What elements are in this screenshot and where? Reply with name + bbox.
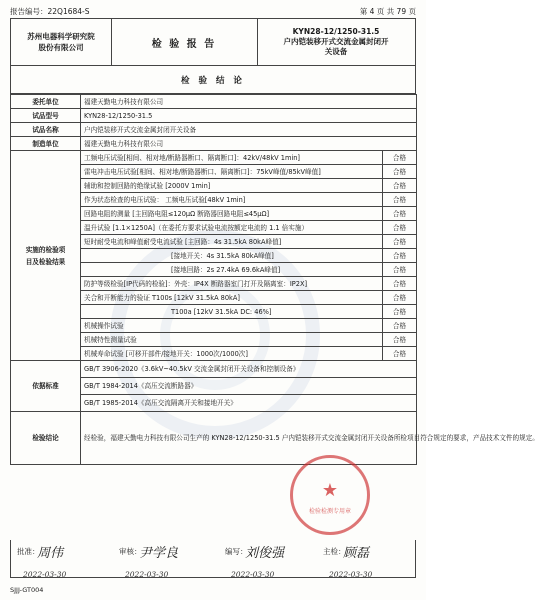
info-value: 户内铠装移开式交流金属封闭开关设备	[81, 123, 417, 137]
inspection-stamp	[290, 455, 370, 535]
test-item: 温升试验 [1.1×1250A]（在委托方要求试验电流按额定电流的 1.1 倍实施）	[81, 221, 383, 235]
section-title: 检 验 结 论	[10, 66, 416, 94]
author-date: 2022-03-30	[231, 570, 275, 579]
test-item: 辅助和控制回路的绝缘试验 [2000V 1min]	[81, 179, 383, 193]
tester-sign: 顾磊	[343, 546, 370, 561]
test-result: 合格	[383, 165, 417, 179]
approver-sign: 周伟	[37, 546, 64, 561]
conclusion-text: 经检验，福建天勤电力科技有限公司生产的 KYN28-12/1250-31.5 户内铠装移开式交流金属封闭开关设备所检项目符合规定的要求，产品技术文件的规定。	[81, 412, 417, 465]
tester-signature: 主检： 顾磊 2022-03-30	[323, 546, 346, 557]
reviewer-date: 2022-03-30	[125, 570, 169, 579]
test-result: 合格	[383, 221, 417, 235]
stamp-text: 检验检测专用章	[308, 508, 351, 515]
table-row	[11, 412, 417, 465]
test-item: 工频电压试验[相间、相对地/断路器断口、隔离断口]：42kV/48kV 1min]	[81, 151, 383, 165]
conclusion-table	[10, 94, 539, 465]
star-icon: ★	[321, 480, 339, 501]
tests-label: 实施的检验项 目及检验结果	[11, 151, 81, 361]
test-result: 合格	[383, 151, 417, 165]
standard-item: GB/T 1984-2014《高压交流断路器》	[81, 378, 417, 395]
test-result: 合格	[383, 179, 417, 193]
table-row	[11, 109, 417, 123]
table-row	[11, 123, 417, 137]
page-info: 第 4 页 共 79 页	[359, 7, 416, 16]
info-label: 试品名称	[11, 123, 81, 137]
document-title: 检 验 报 告	[111, 19, 258, 65]
standard-item: GB/T 3906-2020《3.6kV~40.5kV 交流金属封闭开关设备和控制设备》	[81, 361, 417, 378]
table-row	[11, 151, 417, 165]
report-number: 报告编号：22Q1684-S	[10, 7, 90, 16]
conclusion-label: 检验结论	[11, 412, 81, 465]
test-result: 合格	[383, 207, 417, 221]
test-result: 合格	[383, 319, 417, 333]
test-item: 作为状态检查的电压试验： 工频电压试验[48kV 1min]	[81, 193, 383, 207]
reviewer-sign: 尹学良	[139, 546, 179, 561]
info-label: 委托单位	[11, 95, 81, 109]
test-item: 短时耐受电流和峰值耐受电流试验 [主回路：4s 31.5kA 80kA峰值]	[81, 235, 383, 249]
test-item: 机械特性测量试验	[81, 333, 383, 347]
author-signature: 编写： 刘俊强 2022-03-30	[225, 546, 248, 557]
signature-row	[10, 540, 416, 578]
author-sign: 刘俊强	[245, 546, 285, 561]
standard-item: GB/T 1985-2014《高压交流隔离开关和接地开关》	[81, 395, 417, 412]
form-code: SJJJ-GT004	[10, 586, 44, 594]
test-item: 回路电阻的测量 [主回路电阻≤120μΩ 断路器回路电阻≤45μΩ]	[81, 207, 383, 221]
test-result: 合格	[383, 263, 417, 277]
test-result: 合格	[383, 333, 417, 347]
info-value: 福建天勤电力科技有限公司	[81, 95, 417, 109]
test-result: 合格	[383, 305, 417, 319]
test-item: 雷电冲击电压试验[相间、相对地/断路器断口、隔离断口]：75kV峰值/85kV峰值]	[81, 165, 383, 179]
test-result: 合格	[383, 277, 417, 291]
table-row	[11, 95, 417, 109]
info-value: 福建天勤电力科技有限公司	[81, 137, 417, 151]
report-header	[10, 18, 416, 66]
approver-signature: 批准： 周伟 2022-03-30	[17, 546, 40, 557]
test-item: [接地回路：2s 27.4kA 69.6kA峰值]	[81, 263, 383, 277]
test-result: 合格	[383, 249, 417, 263]
test-item: 机械寿命试验 [可移开部件/接地开关：1000次/1000次]	[81, 347, 383, 361]
basis-label: 依据标准	[11, 361, 81, 412]
table-row	[11, 137, 417, 151]
info-label: 试品型号	[11, 109, 81, 123]
test-item: 机械操作试验	[81, 319, 383, 333]
info-label: 制造单位	[11, 137, 81, 151]
info-value: KYN28-12/1250-31.5	[81, 109, 417, 123]
test-result: 合格	[383, 291, 417, 305]
test-item: 防护等级检验[IP代码的检验]：外壳：IP4X 断路器室门打开及隔离室：IP2X]	[81, 277, 383, 291]
organization-name: 苏州电器科学研究院 股份有限公司	[11, 19, 112, 65]
test-result: 合格	[383, 347, 417, 361]
table-row	[11, 361, 417, 378]
test-item: 关合和开断能力的验证 T100s [12kV 31.5kA 80kA]	[81, 291, 383, 305]
tester-date: 2022-03-30	[329, 570, 373, 579]
test-result: 合格	[383, 235, 417, 249]
approver-date: 2022-03-30	[23, 570, 67, 579]
test-item: [接地开关：4s 31.5kA 80kA峰值]	[81, 249, 383, 263]
reviewer-signature: 审核： 尹学良 2022-03-30	[119, 546, 142, 557]
product-title: KYN28-12/1250-31.5 户内铠装移开式交流金属封闭开 关设备	[283, 27, 389, 56]
test-result: 合格	[383, 193, 417, 207]
test-item: T100a [12kV 31.5kA DC: 46%]	[81, 305, 383, 319]
